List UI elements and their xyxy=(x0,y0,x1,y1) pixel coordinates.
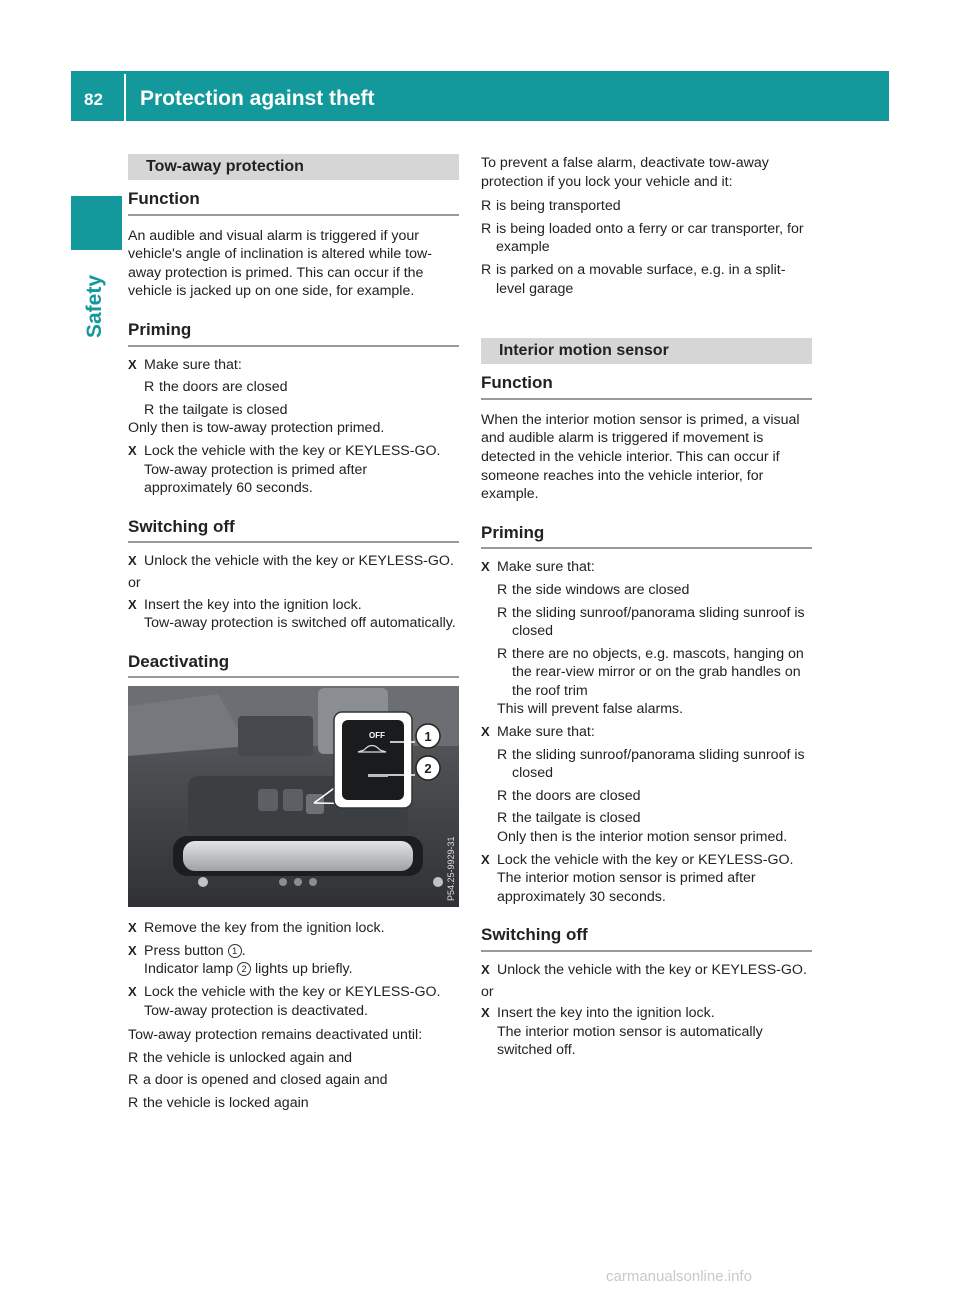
interior-priming-bullets-2 xyxy=(481,746,812,828)
bullet-marker: R xyxy=(481,220,492,237)
interior-priming-note-1: This will prevent false alarms. xyxy=(497,701,684,718)
interior-priming-bullets-1 xyxy=(481,581,812,701)
list-item: R the vehicle is locked again xyxy=(128,1095,309,1112)
bullet-marker: R xyxy=(497,604,508,621)
step-marker: X xyxy=(128,442,137,458)
interior-or-text: or xyxy=(481,983,494,1000)
section-heading-tow-away: Tow-away protection xyxy=(128,154,459,180)
bullet-marker: R xyxy=(497,787,508,804)
svg-text:2: 2 xyxy=(424,761,432,777)
list-item: R the tailgate is closed xyxy=(144,401,288,418)
bullet-marker: R xyxy=(481,198,492,215)
bullet-marker: R xyxy=(144,379,155,396)
list-item: R there are no objects, e.g. mascots, hanging on the rear-view mirror or on the grab handles on the roof trim xyxy=(497,645,804,699)
switch-off-step-1: X Unlock the vehicle with the key or KEYLESS-GO. xyxy=(128,553,454,570)
list-item: R a door is opened and closed again and xyxy=(128,1072,388,1089)
priming-step-2: X Lock the vehicle with the key or KEYLESS-GO. Tow-away protection is primed after approximately 60 seconds. xyxy=(128,442,441,497)
callout-ref-1: 1 xyxy=(228,944,242,958)
interior-priming-step-2: X Make sure that: xyxy=(481,724,595,741)
step-marker: X xyxy=(481,559,490,575)
list-item: R is being transported xyxy=(481,198,621,215)
watermark: carmanualsonline.info xyxy=(606,1268,752,1285)
interior-switch-off-step-1: X Unlock the vehicle with the key or KEYLESS-GO. xyxy=(481,962,807,978)
priming-note: Only then is tow-away protection primed. xyxy=(128,420,385,437)
step-marker: X xyxy=(128,920,137,936)
deactivate-step-2: X Press button 1 . Indicator lamp 2 lights up briefly. xyxy=(128,942,353,978)
deactivate-step-1: X Remove the key from the ignition lock. xyxy=(128,920,385,937)
side-tab-block xyxy=(71,196,122,250)
bullet-marker: R xyxy=(497,581,508,598)
heading-deactivating: Deactivating xyxy=(128,653,459,679)
list-item: R the side windows are closed xyxy=(497,581,690,598)
list-item: R the doors are closed xyxy=(497,787,641,804)
heading-priming: Priming xyxy=(128,321,459,347)
list-item: R the tailgate is closed xyxy=(497,810,641,827)
interior-priming-note-2: Only then is the interior motion sensor primed. xyxy=(497,829,788,846)
function-text: An audible and visual alarm is triggered if your vehicle's angle of inclination is altered while tow-away protection is primed. This can occur if the vehicle is jacked up on one side, for example. xyxy=(128,227,432,300)
heading-function: Function xyxy=(128,190,459,216)
deactivate-step-3: X Lock the vehicle with the key or KEYLESS-GO. Tow-away protection is deactivated. xyxy=(128,984,441,1019)
heading-interior-priming: Priming xyxy=(481,524,812,550)
list-item: R the doors are closed xyxy=(144,379,288,396)
interior-priming-step-1: X Make sure that: xyxy=(481,559,595,576)
step-marker: X xyxy=(128,942,137,958)
step-marker: X xyxy=(128,596,137,612)
step-marker: X xyxy=(481,724,490,740)
header-divider xyxy=(124,74,126,121)
page-number: 82 xyxy=(84,90,103,109)
bullet-marker: R xyxy=(144,401,155,418)
step-marker: X xyxy=(128,984,137,1000)
heading-interior-switching-off: Switching off xyxy=(481,926,812,952)
list-item: R the sliding sunroof/panorama sliding sunroof is closed xyxy=(497,746,805,782)
interior-switch-off-step-2: X Insert the key into the ignition lock. The interior motion sensor is automatically switched off. xyxy=(481,1005,763,1059)
step-marker: X xyxy=(481,962,490,977)
list-item: R the sliding sunroof/panorama sliding sunroof is closed xyxy=(497,604,805,640)
priming-step-1: X Make sure that: xyxy=(128,356,242,373)
step-marker: X xyxy=(481,851,490,867)
heading-switching-off: Switching off xyxy=(128,518,459,544)
step-marker: X xyxy=(128,553,137,569)
deactivated-until-text: Tow-away protection remains deactivated until: xyxy=(128,1027,423,1044)
bullet-marker: R xyxy=(128,1049,139,1066)
left-column xyxy=(128,154,459,1113)
svg-text:1: 1 xyxy=(424,729,432,745)
figure-off-label: OFF xyxy=(369,731,385,741)
side-tab-label: Safety xyxy=(83,274,106,338)
false-alarm-intro: To prevent a false alarm, deactivate tow-away protection if you lock your vehicle and it: xyxy=(481,155,769,190)
interior-priming-step-3: X Lock the vehicle with the key or KEYLESS-GO. The interior motion sensor is primed after approximately 30 seconds. xyxy=(481,851,794,905)
or-text: or xyxy=(128,574,141,591)
right-column xyxy=(481,154,812,1060)
bullet-marker: R xyxy=(128,1072,139,1089)
priming-bullets xyxy=(128,378,459,419)
overhead-console-illustration xyxy=(128,686,459,907)
switch-off-step-2: X Insert the key into the ignition lock. Tow-away protection is switched off automatically. xyxy=(128,596,456,632)
list-item: R the vehicle is unlocked again and xyxy=(128,1049,353,1066)
interior-function-text: When the interior motion sensor is primed, a visual and audible alarm is triggered if movement is detected in the vehicle interior. This can occur if someone reaches into the vehicle interior, for example. xyxy=(481,411,800,503)
list-item: R is being loaded onto a ferry or car transporter, for example xyxy=(481,220,804,256)
bullet-marker: R xyxy=(497,645,508,662)
bullet-marker: R xyxy=(497,810,508,827)
list-item: R is parked on a movable surface, e.g. in a split-level garage xyxy=(481,261,786,297)
bullet-marker: R xyxy=(481,261,492,278)
callout-ref-2: 2 xyxy=(237,962,251,976)
bullet-marker: R xyxy=(128,1095,139,1112)
figure-code: P54.25-9929-31 xyxy=(446,836,456,902)
step-marker: X xyxy=(128,356,137,372)
header-title: Protection against theft xyxy=(140,87,375,110)
step-marker: X xyxy=(481,1005,490,1021)
section-heading-interior-motion: Interior motion sensor xyxy=(481,338,812,364)
heading-interior-function: Function xyxy=(481,374,812,400)
rear-view-mirror-figure xyxy=(128,686,459,907)
bullet-marker: R xyxy=(497,746,508,763)
